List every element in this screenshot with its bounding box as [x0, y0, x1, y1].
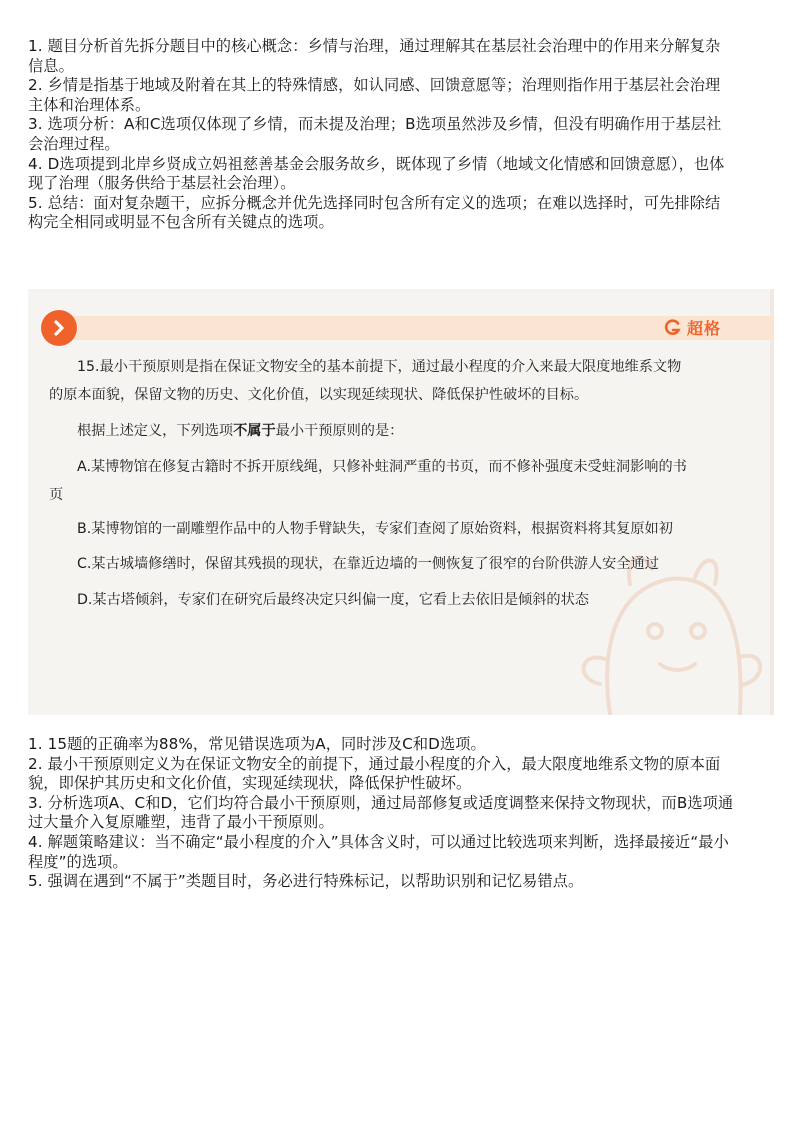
note-line: 过大量介入复原雕塑，违背了最小干预原则。	[28, 813, 334, 832]
analysis-notes-top	[28, 37, 774, 233]
note-line: 现了治理（服务供给于基层社会治理）。	[28, 174, 296, 193]
note-line: 4. D选项提到北岸乡贤成立妈祖慈善基金会服务故乡，既体现了乡情（地域文化情感和回馈意愿），也体	[28, 154, 725, 173]
note-line: 4. 解题策略建议：当不确定“最小程度的介入”具体含义时，可以通过比较选项来判断，选择最接近“最小	[28, 832, 729, 851]
question-stem: 15.最小干预原则是指在保证文物安全的基本前提下，通过最小程度的介入来最大限度地维系文物	[77, 359, 682, 375]
note-line: 1. 题目分析首先拆分题目中的核心概念：乡情与治理，通过理解其在基层社会治理中的作用来分解复杂	[28, 37, 721, 55]
prompt-text: 根据上述定义，下列选项	[77, 423, 234, 439]
brand-name: 超格	[687, 318, 722, 338]
note-line: 5. 总结：面对复杂题干，应拆分概念并优先选择同时包含所有定义的选项；在难以选择时，可先排除结	[28, 193, 721, 212]
brand-logo-icon	[664, 319, 681, 336]
note-line: 2. 最小干预原则定义为在保证文物安全的前提下，通过最小程度的介入，最大限度地维系文物的原本面	[28, 754, 721, 773]
note-line: 3. 选项分析：A和C选项仅体现了乡情，而未提及治理；B选项虽然涉及乡情，但没有明确作用于基层社	[28, 115, 722, 134]
note-line: 5. 强调在遇到“不属于”类题目时，务必进行特殊标记，以帮助识别和记忆易错点。	[28, 872, 584, 891]
option-c: C.某古城墙修缮时，保留其残损的现状，在靠近边墙的一侧恢复了很窄的台阶供游人安全通过	[77, 556, 659, 572]
note-line: 信息。	[28, 56, 74, 75]
question-stem-continued: 的原本面貌，保留文物的历史、文化价值，以实现延续现状、降低保护性破坏的目标。	[49, 387, 589, 403]
question-prompt	[77, 422, 403, 440]
note-line: 会治理过程。	[28, 134, 120, 153]
prompt-emphasis: 不属于	[233, 423, 276, 439]
option-a: A.某博物馆在修复古籍时不拆开原线绳，只修补蛀洞严重的书页，而不修补强度未受蛀洞影响的书	[77, 459, 687, 475]
chevron-right-icon	[41, 310, 77, 346]
note-line: 主体和治理体系。	[28, 95, 151, 114]
brand-logo	[664, 315, 721, 339]
option-a-continued: 页	[49, 487, 64, 503]
option-d: D.某古塔倾斜，专家们在研究后最终决定只纠偏一度，它看上去依旧是倾斜的状态	[77, 592, 589, 608]
note-line: 2. 乡情是指基于地域及附着在其上的特殊情感，如认同感、回馈意愿等；治理则指作用于基层社会治理	[28, 76, 721, 95]
panel-edge	[770, 289, 774, 715]
option-b: B.某博物馆的一副雕塑作品中的人物手臂缺失，专家们查阅了原始资料，根据资料将其复原如初	[77, 521, 673, 537]
note-line: 3. 分析选项A、C和D，它们均符合最小干预原则，通过局部修复或适度调整来保持文物现状，而B选项通	[28, 793, 734, 812]
prompt-text: 最小干预原则的是：	[275, 423, 404, 439]
question-image-panel	[28, 289, 774, 715]
note-line: 1. 15题的正确率为88%，常见错误选项为A，同时涉及C和D选项。	[28, 735, 486, 753]
analysis-notes-bottom	[28, 735, 774, 892]
note-line: 程度”的选项。	[28, 852, 128, 871]
note-line: 貌，即保护其历史和文化价值，实现延续现状，降低保护性破坏。	[28, 774, 472, 793]
note-line: 构完全相同或明显不包含所有关键点的选项。	[28, 213, 334, 232]
